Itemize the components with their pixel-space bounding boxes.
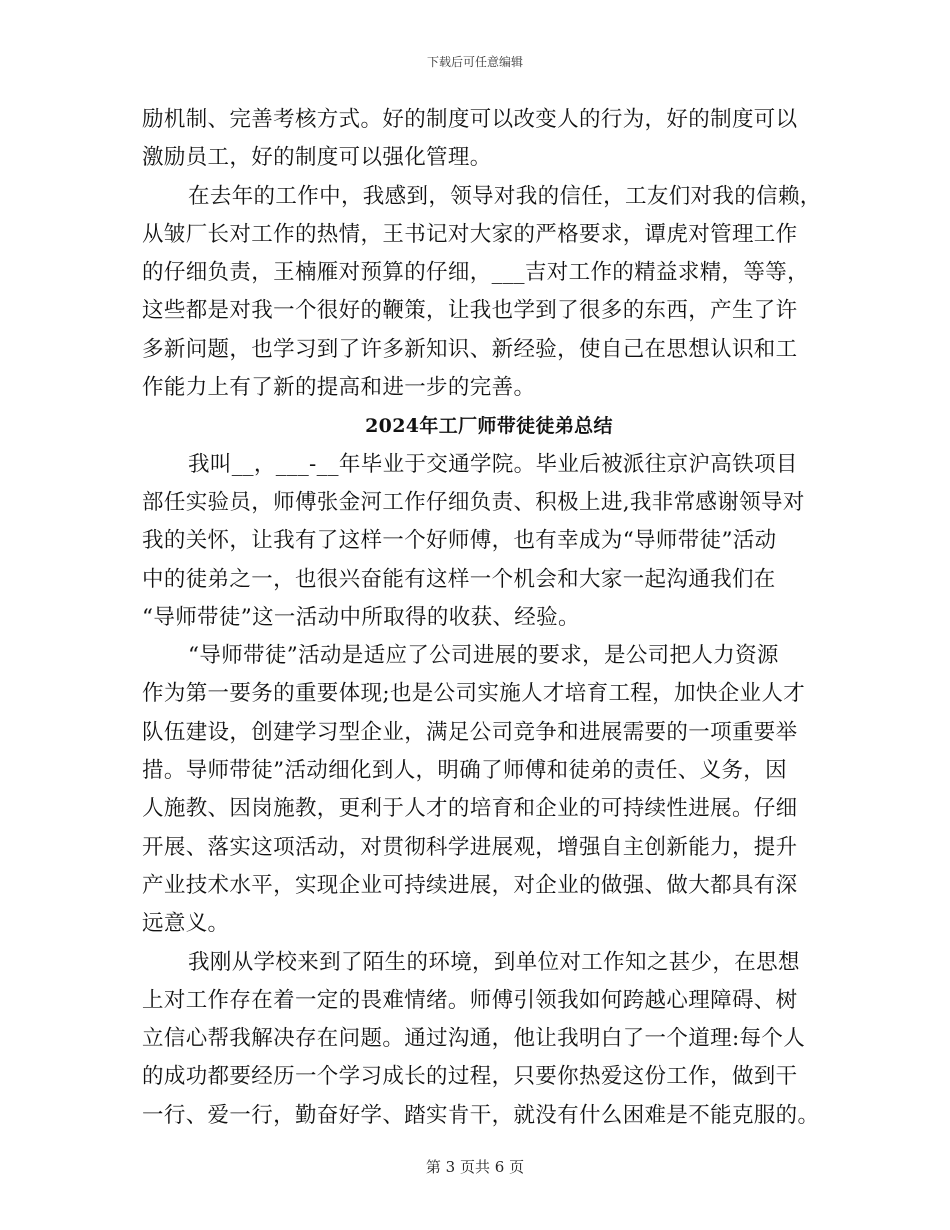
text-line: 我叫__，___-__年毕业于交通学院。毕业后被派往京沪高铁项目 — [188, 451, 798, 477]
text-line: 的成功都要经历一个学习成长的过程，只要你热爱这份工作，做到干 — [142, 1064, 798, 1090]
text-line: 我的关怀，让我有了这样一个好师傅，也有幸成为“导师带徒”活动 — [142, 528, 777, 554]
text-line: 我刚从学校来到了陌生的环境，到单位对工作知之甚少，在思想 — [188, 949, 800, 975]
text-line: 激励员工，好的制度可以强化管理。 — [142, 145, 492, 171]
text-line: 部任实验员，师傅张金河工作仔细负责、积极上进,我非常感谢领导对 — [142, 489, 805, 515]
text-line: “导师带徒”这一活动中所取得的收获、经验。 — [142, 604, 580, 630]
text-line: 励机制、完善考核方式。好的制度可以改变人的行为，好的制度可以 — [142, 107, 798, 132]
text-line: 人施教、因岗施教，更利于人才的培育和企业的可持续性进展。仔细 — [142, 796, 798, 822]
text-line: 的仔细负责，王楠雁对预算的仔细，___吉对工作的精益求精，等等， — [142, 260, 809, 286]
text-line: 开展、落实这项活动，对贯彻科学进展观，增强自主创新能力，提升 — [142, 834, 798, 860]
text-line: 这些都是对我一个很好的鞭策，让我也学到了很多的东西，产生了许 — [142, 298, 798, 324]
text-line: 远意义。 — [142, 911, 230, 937]
page-footer: 第 3 页共 6 页 — [425, 1158, 525, 1176]
text-line: 队伍建设，创建学习型企业，满足公司竞争和进展需要的一项重要举 — [142, 719, 798, 745]
text-line: 作能力上有了新的提高和进一步的完善。 — [142, 375, 536, 401]
text-line: 在去年的工作中，我感到，领导对我的信任，工友们对我的信赖， — [188, 183, 822, 209]
text-line: 从皱厂长对工作的热情，王书记对大家的严格要求，谭虎对管理工作 — [142, 221, 798, 247]
text-line: 产业技术水平，实现企业可持续进展，对企业的做强、做大都具有深 — [142, 872, 798, 898]
text-line: 上对工作存在着一定的畏难情绪。师傅引领我如何跨越心理障碍、树 — [142, 987, 798, 1013]
text-line: 中的徒弟之一，也很兴奋能有这样一个机会和大家一起沟通我们在 — [142, 566, 776, 592]
text-line: 措。导师带徒”活动细化到人，明确了师傅和徒弟的责任、义务，因 — [142, 758, 787, 784]
text-line: 多新问题，也学习到了许多新知识、新经验，使自己在思想认识和工 — [142, 336, 798, 362]
section-title: 2024年工厂师带徒徒弟总结 — [365, 415, 613, 438]
document-body — [142, 101, 822, 1135]
text-line: 立信心帮我解决存在问题。通过沟通，他让我明白了一个道理:每个人 — [142, 1026, 806, 1052]
page-header: 下载后可任意编辑 — [426, 55, 523, 69]
text-line: “导师带徒”活动是适应了公司进展的要求，是公司把人力资源 — [188, 643, 779, 669]
text-line: 一行、爱一行，勤奋好学、踏实肯干，就没有什么困难是不能克服的。 — [142, 1102, 820, 1128]
text-line: 作为第一要务的重要体现;也是公司实施人才培育工程，加快企业人才 — [142, 681, 806, 707]
